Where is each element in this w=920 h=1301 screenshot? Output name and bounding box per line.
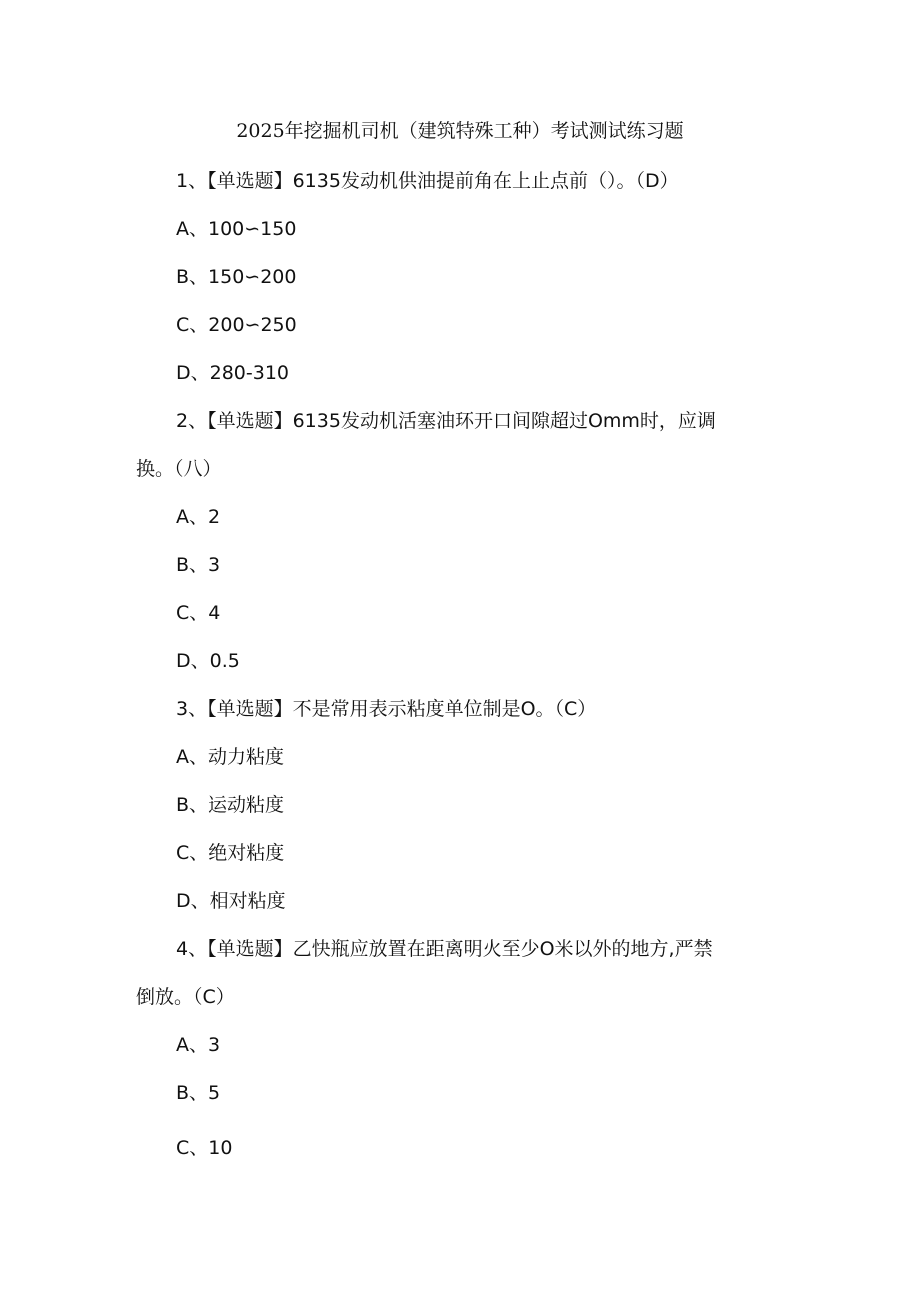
question-1-stem: 1、【单选题】6135发动机供油提前角在上止点前（）。（D）	[176, 170, 679, 192]
question-4-option-a: A、3	[176, 1034, 221, 1056]
question-4-stem: 4、【单选题】乙快瓶应放置在距离明火至少O米以外的地方,严禁	[176, 938, 713, 960]
question-2-option-c: C、4	[176, 602, 221, 624]
question-3-option-d: D、相对粘度	[176, 890, 286, 912]
question-3-stem: 3、【单选题】不是常用表示粘度单位制是O。（C）	[176, 698, 597, 720]
question-2-option-a: A、2	[176, 506, 221, 528]
question-3-option-b: B、运动粘度	[176, 794, 285, 816]
question-2-option-d: D、0.5	[176, 650, 240, 672]
question-3-option-c: C、绝对粘度	[176, 842, 285, 864]
document-title: 2025年挖掘机司机（建筑特殊工种）考试测试练习题	[236, 120, 684, 142]
question-1-option-d: D、280-310	[176, 362, 290, 384]
question-1-option-c: C、200∽250	[176, 314, 297, 336]
question-4-stem-continued: 倒放。（C）	[136, 986, 235, 1008]
question-2-stem: 2、【单选题】6135发动机活塞油环开口间隙超过Omm时，应调	[176, 410, 716, 432]
question-3-option-a: A、动力粘度	[176, 746, 284, 768]
question-1-option-b: B、150∽200	[176, 266, 297, 288]
question-4-option-c: C、10	[176, 1137, 233, 1159]
question-2-stem-continued: 换。（八）	[136, 458, 222, 480]
question-4-option-b: B、5	[176, 1082, 221, 1104]
question-2-option-b: B、3	[176, 554, 221, 576]
question-1-option-a: A、100∽150	[176, 218, 297, 240]
